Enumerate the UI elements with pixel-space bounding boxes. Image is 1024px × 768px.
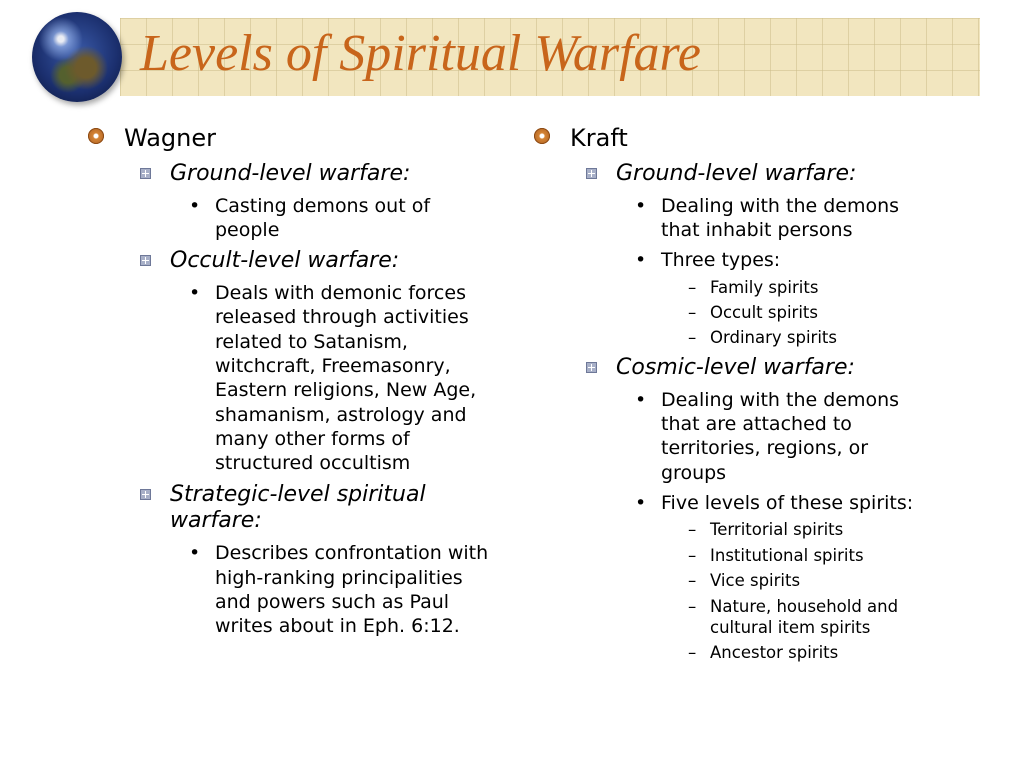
dash-bullet-icon: – (688, 520, 697, 540)
left-section-3-label: Strategic-level spiritual warfare: (170, 481, 426, 534)
sub-bullet-text: Ordinary spirits (710, 328, 837, 348)
left-section-3-label-item (86, 482, 450, 536)
sub-list-item (532, 570, 962, 591)
left-column (86, 124, 506, 638)
dash-bullet-icon: – (688, 277, 697, 297)
dot-bullet-icon: • (189, 194, 201, 217)
dot-bullet-icon: • (635, 249, 647, 272)
right-column (532, 124, 962, 664)
right-section-2-label: Cosmic-level warfare: (616, 354, 855, 380)
sub-list-item (532, 545, 962, 566)
bullet-text: Casting demons out of people (215, 194, 431, 241)
sub-bullet-text: Family spirits (710, 277, 819, 297)
dash-bullet-icon: – (688, 596, 697, 616)
left-section-1-label: Ground-level warfare: (170, 160, 411, 186)
right-heading-item (532, 124, 962, 153)
sub-list-item (532, 519, 962, 540)
bullet-text: Deals with demonic forces released through activities related to Satanism, witchcraft, Freemasonry, Eastern religions, New Age, shamanism, astrology and many other forms of structured occultism (215, 282, 477, 475)
list-item (532, 248, 962, 272)
dot-bullet-icon: • (189, 282, 201, 305)
dash-bullet-icon: – (688, 303, 697, 322)
round-bullet-icon (534, 128, 550, 144)
right-section-1-label-item (532, 161, 962, 188)
bullet-text: Three types: (661, 249, 781, 272)
sub-bullet-text: Institutional spirits (710, 545, 864, 565)
right-section-2-label-item (532, 355, 962, 382)
sub-bullet-text: Vice spirits (710, 571, 801, 591)
list-item (86, 194, 445, 243)
square-bullet-icon (140, 255, 151, 266)
list-item (532, 388, 926, 485)
dash-bullet-icon: – (688, 571, 697, 591)
sub-list-item (532, 642, 962, 663)
bullet-text: Five levels of these spirits: (661, 491, 914, 514)
sub-bullet-text: Territorial spirits (710, 520, 844, 540)
sub-list-item (532, 277, 962, 298)
slide-title: Levels of Spiritual Warfare (140, 25, 701, 82)
square-bullet-icon (140, 168, 151, 179)
globe-icon (32, 12, 122, 102)
left-heading: Wagner (124, 124, 216, 152)
sub-bullet-text: Nature, household and cultural item spirits (710, 596, 899, 638)
dash-bullet-icon: – (688, 545, 697, 565)
left-section-1-label-item (86, 161, 506, 188)
list-item (532, 194, 916, 243)
dot-bullet-icon: • (635, 194, 647, 217)
sub-bullet-text: Occult spirits (710, 303, 818, 322)
left-section-2-label-item (86, 248, 506, 275)
dash-bullet-icon: – (688, 328, 697, 348)
bullet-text: Describes confrontation with high-ranking principalities and powers such as Paul writes about in Eph. 6:12. (215, 542, 489, 638)
list-item (86, 281, 495, 476)
bullet-text: Dealing with the demons that are attached to territories, regions, or groups (661, 388, 900, 484)
sub-list-item (532, 302, 962, 323)
left-heading-item (86, 124, 506, 153)
square-bullet-icon (586, 168, 597, 179)
list-item (532, 491, 962, 515)
dot-bullet-icon: • (189, 542, 201, 565)
left-section-2-label: Occult-level warfare: (170, 248, 400, 274)
sub-bullet-text: Ancestor spirits (710, 643, 839, 663)
round-bullet-icon (88, 128, 104, 144)
sub-list-item (532, 327, 962, 348)
bullet-text: Dealing with the demons that inhabit persons (661, 194, 900, 241)
right-heading: Kraft (570, 124, 628, 152)
sub-list-item (532, 596, 920, 639)
right-section-1-label: Ground-level warfare: (616, 160, 857, 186)
square-bullet-icon (586, 362, 597, 373)
dash-bullet-icon: – (688, 643, 697, 663)
dot-bullet-icon: • (635, 388, 647, 411)
square-bullet-icon (140, 489, 151, 500)
list-item (86, 541, 495, 638)
dot-bullet-icon: • (635, 491, 647, 514)
